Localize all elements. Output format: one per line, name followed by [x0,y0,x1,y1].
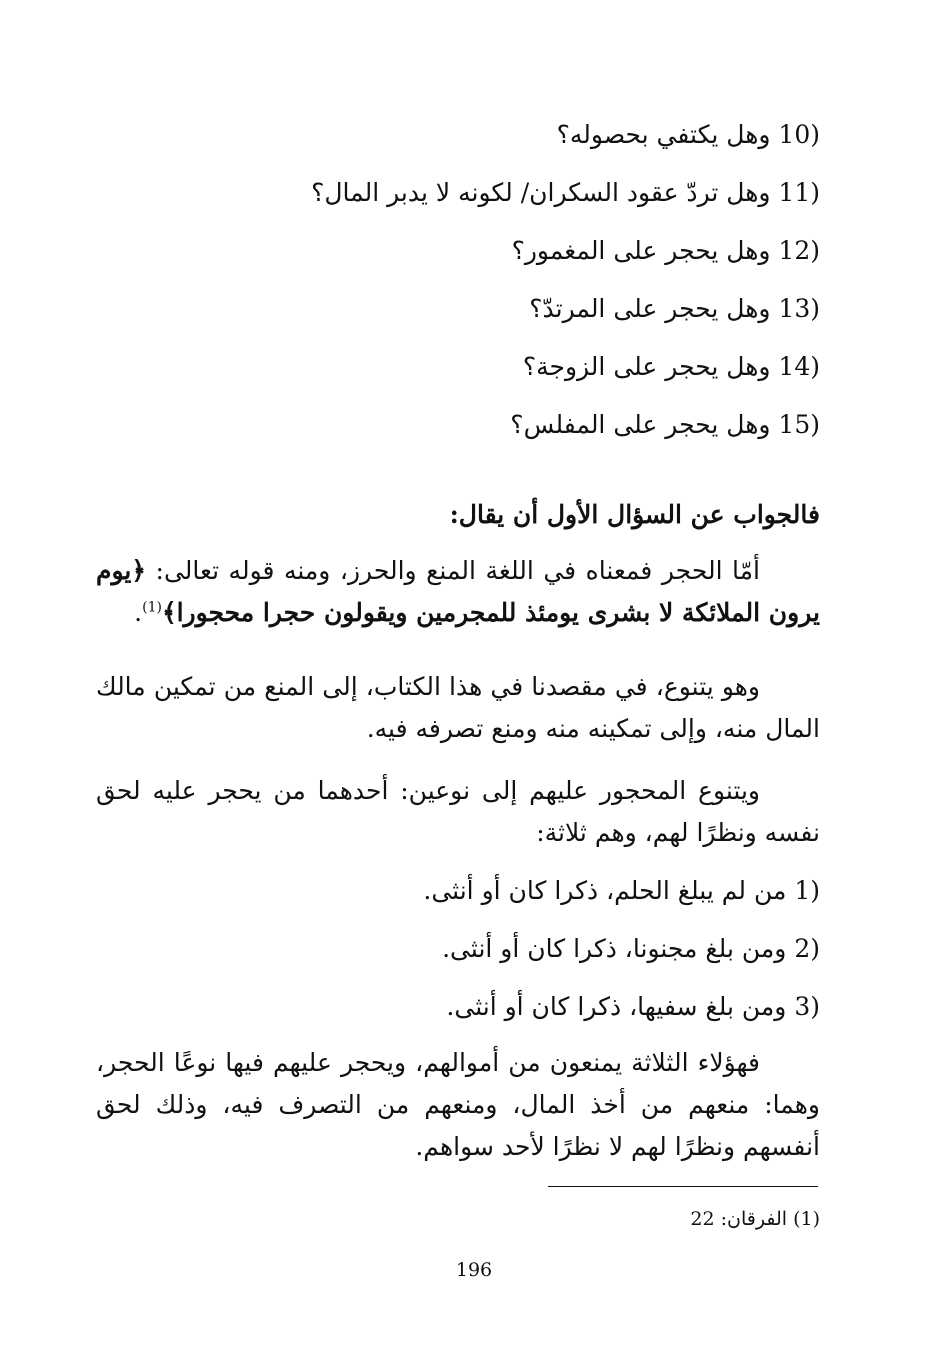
question-item: 12) وهل يحجر على المغمور؟ [511,236,820,265]
question-number: 10 [778,120,811,149]
list-number: 1 [794,876,811,905]
question-item: 13) وهل يحجر على المرتدّ؟ [529,294,820,323]
list-text: ومن بلغ مجنونا، ذكرا كان أو أنثى. [442,934,787,963]
list-text: ومن بلغ سفيها، ذكرا كان أو أنثى. [446,992,787,1021]
question-text: وهل يكتفي بحصوله؟ [556,120,771,149]
list-number: 3 [794,992,811,1021]
definition-paragraph [96,550,820,634]
question-number: 11 [778,178,811,207]
conclusion-paragraph: فهؤلاء الثلاثة يمنعون من أموالهم، ويحجر عليهم فيها نوعًا الحجر، وهما: منعهم من أخذ المال، ومنعهم من التصرف فيه، وذلك لحق أنفسهم ونظرًا لهم لا نظرًا لأحد سواهم. [96,1048,820,1161]
list-number: 2 [794,934,811,963]
list-item: 2) ومن بلغ مجنونا، ذكرا كان أو أنثى. [442,934,820,963]
question-text: وهل يحجر على المغمور؟ [511,236,771,265]
types-paragraph: وهو يتنوع، في مقصدنا في هذا الكتاب، إلى المنع من تمكين مالك المال منه، وإلى تمكينه منه ومنع تصرفه فيه. [96,672,820,743]
question-number: 14 [778,352,811,381]
list-item: 1) من لم يبلغ الحلم، ذكرا كان أو أنثى. [423,876,820,905]
question-item: 11) وهل تردّ عقود السكران/ لكونه لا يدبر المال؟ [311,178,820,207]
question-number: 15 [778,410,811,439]
question-text: وهل تردّ عقود السكران/ لكونه لا يدبر المال؟ [311,178,771,207]
question-item: 10) وهل يكتفي بحصوله؟ [556,120,820,149]
question-text: وهل يحجر على الزوجة؟ [522,352,771,381]
answer-heading: فالجواب عن السؤال الأول أن يقال: [449,500,820,529]
definition-text: أمّا الحجر فمعناه في اللغة المنع والحرز، ومنه قوله تعالى: [146,556,760,585]
footnote-divider [548,1186,818,1187]
footnote-number: (1) [793,1208,820,1230]
categories-paragraph: ويتنوع المحجور عليهم إلى نوعين: أحدهما من يحجر عليه لحق نفسه ونظرًا لهم، وهم ثلاثة: [96,776,820,847]
question-item: 15) وهل يحجر على المفلس؟ [510,410,820,439]
page-number: 196 [455,1259,493,1281]
list-item: 3) ومن بلغ سفيها، ذكرا كان أو أنثى. [446,992,820,1021]
list-text: من لم يبلغ الحلم، ذكرا كان أو أنثى. [423,876,787,905]
question-number: 13 [778,294,811,323]
question-number: 12 [778,236,811,265]
footnote-ref: (1) [142,599,162,616]
question-text: وهل يحجر على المرتدّ؟ [529,294,771,323]
footnote-text: الفرقان: 22 [690,1208,788,1230]
sentence-end: . [134,598,143,627]
quran-verse: ﴿يوم يرون الملائكة لا بشرى يومئذ للمجرمين ويقولون حجرا محجورا﴾ [96,556,820,627]
footnote [96,1204,820,1234]
question-text: وهل يحجر على المفلس؟ [510,410,771,439]
question-item: 14) وهل يحجر على الزوجة؟ [522,352,820,381]
